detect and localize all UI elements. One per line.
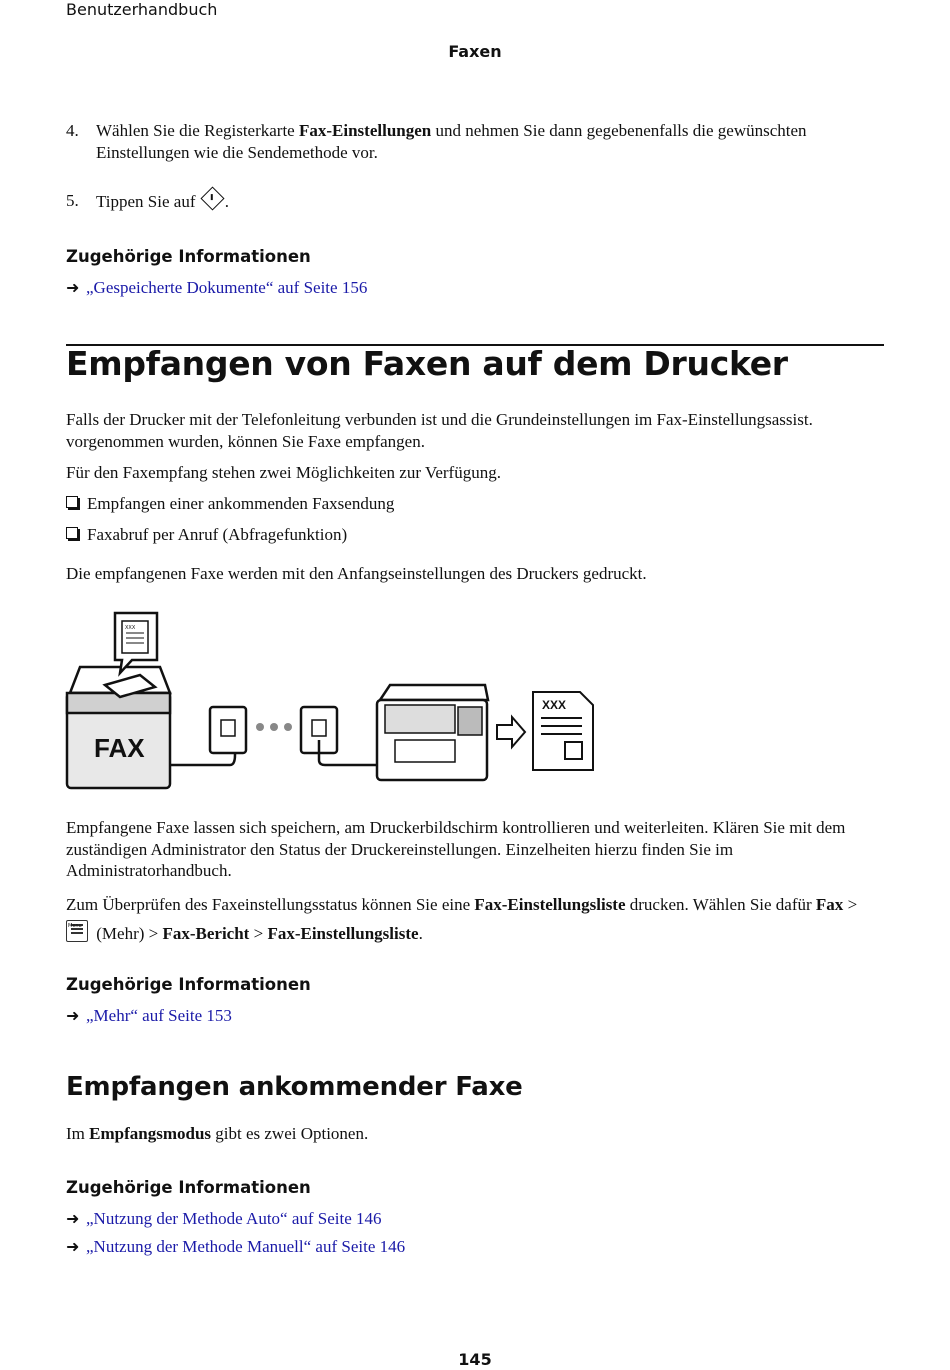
document-label: XXX [542,698,567,712]
related-link[interactable] [66,1236,405,1259]
manual-title: Benutzerhandbuch [66,0,218,19]
step-number: 5. [66,191,79,210]
step-text: Wählen Sie die Registerkarte Fax-Einstellungen und nehmen Sie dann gegebenenfalls die gewünschten Einstellungen wie die Sendemethode vor. [96,121,807,162]
arrow-right-icon: ➜ [66,1239,80,1256]
connection-dots [256,723,292,731]
checkbox-bullet-icon [66,496,78,508]
link-text[interactable]: „Gespeicherte Dokumente“ auf Seite 156 [86,278,368,297]
speech-bubble-icon [115,613,157,673]
related-info-heading: Zugehörige Informationen [66,247,311,266]
list-item: Empfangen einer ankommenden Faxsendung [66,493,394,515]
checkbox-bullet-icon [66,527,78,539]
related-link[interactable] [66,1208,382,1231]
arrow-right-icon [497,717,525,747]
related-link[interactable] [66,1005,232,1028]
link-text[interactable]: „Nutzung der Methode Manuell“ auf Seite 146 [86,1237,406,1256]
print-note: Die empfangenen Faxe werden mit den Anfangseinstellungen des Druckers gedruckt. [66,564,647,583]
arrow-right-icon: ➜ [66,1008,80,1025]
link-text[interactable]: „Nutzung der Methode Auto“ auf Seite 146 [86,1209,382,1228]
settings-list-paragraph: Zum Überprüfen des Faxeinstellungsstatus können Sie eine Fax-Einstellungsliste drucken. Wählen Sie dafür Fax > Menu (Mehr) > Fax-Bericht > Fax-Einstellungsliste. [66,895,858,943]
step-text: Tippen Sie auf . [96,190,866,213]
start-icon [200,186,224,210]
link-text[interactable]: „Mehr“ auf Seite 153 [86,1006,232,1025]
related-info-heading: Zugehörige Informationen [66,1178,311,1197]
heading-main: Empfangen von Faxen auf dem Drucker [66,344,788,383]
related-link[interactable] [66,277,367,300]
storage-paragraph: Empfangene Faxe lassen sich speichern, am Druckerbildschirm kontrollieren und weiterleiten. Klären Sie mit dem zuständigen Administrator den Status der Druckereinstellungen. Einzelheiten hierzu finden Sie im Administratorhandbuch. [66,818,846,880]
options-paragraph: Für den Faxempfang stehen zwei Möglichkeiten zur Verfügung. [66,463,501,482]
related-info-heading: Zugehörige Informationen [66,975,311,994]
bubble-label: XXX [125,625,136,631]
intro-paragraph: Falls der Drucker mit der Telefonleitung verbunden ist und die Grundeinstellungen im Fax-Einstellungsassist. vorgenommen wurden, können Sie Faxe empfangen. [66,410,813,451]
fax-receive-illustration [60,605,605,795]
arrow-right-icon: ➜ [66,1211,80,1228]
fax-machine-icon [67,667,170,788]
fax-label: FAX [94,733,145,763]
list-item: Faxabruf per Anruf (Abfragefunktion) [66,524,347,546]
arrow-right-icon: ➜ [66,280,80,297]
page-number: 145 [458,1350,492,1369]
phone-line-icon [170,707,380,765]
heading-sub: Empfangen ankommender Faxe [66,1072,523,1102]
section-title: Faxen [448,42,502,61]
printer-icon [377,685,488,780]
mode-paragraph: Im Empfangsmodus gibt es zwei Optionen. [66,1124,369,1143]
step-number: 4. [66,121,79,140]
menu-icon: Menu [66,920,88,942]
